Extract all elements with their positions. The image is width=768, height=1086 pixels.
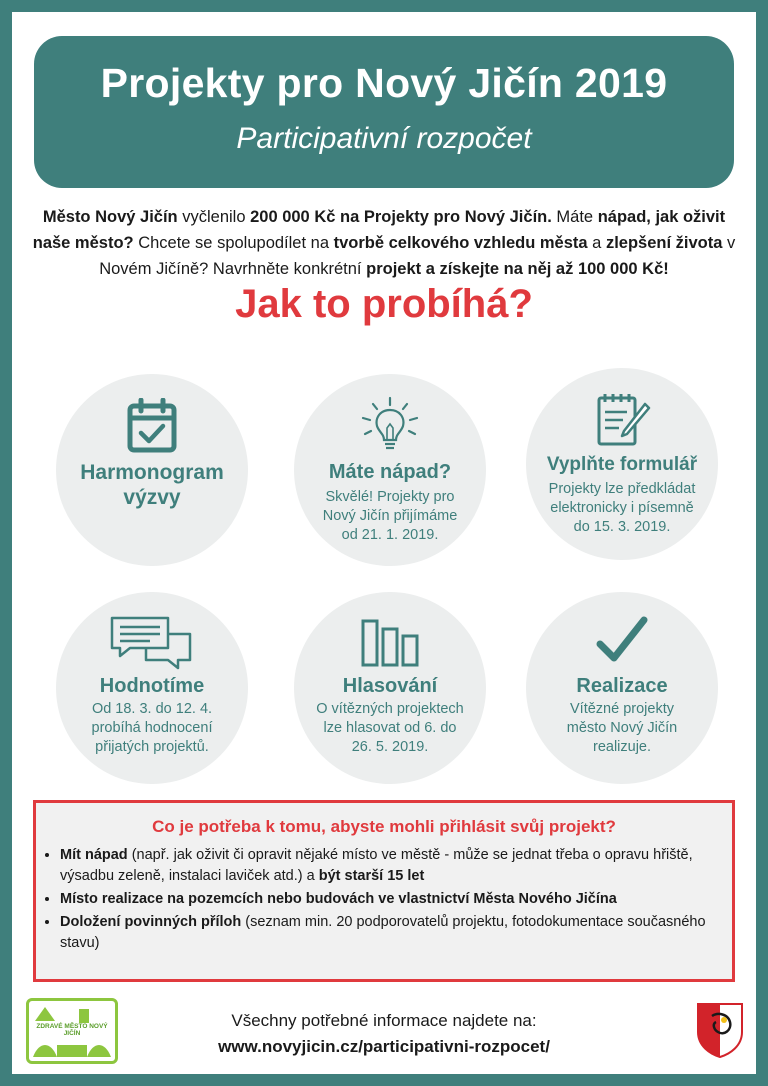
checkmark-icon [526,616,718,669]
step-title: Máte nápad? [328,461,452,483]
coat-of-arms-logo [696,1002,744,1058]
step-description: Projekty lze předkládat elektronicky i písemně do 15. 3. 2019. [548,481,696,535]
intro-part: a [587,234,606,252]
intro-paragraph [32,204,736,282]
requirements-title: Co je potřeba k tomu, abyste mohli přihlásit svůj projekt? [152,817,616,836]
intro-part: nápad, jak oživit naše město? [32,208,726,252]
intro-part: v Novém Jičíně? Navrhněte konkrétní [99,234,736,278]
intro-part: zlepšení života [605,234,723,252]
req-part: Doložení povinných příloh [60,914,242,930]
intro-part: tvorbě celkového vzhledu města [333,234,588,252]
poster [12,12,756,1074]
calendar-icon [56,398,248,459]
intro-part: Chcete se spolupodílet na [133,234,334,252]
page-title: Projekty pro Nový Jičín 2019 [100,60,668,106]
intro-part: projekt a získejte na něj až 100 000 Kč! [366,260,669,278]
list-item [60,889,740,910]
requirements-list [42,845,740,956]
form-icon [526,390,718,453]
step-title: Hodnotíme [99,675,205,697]
header-banner [34,36,734,188]
step-form[interactable] [526,368,718,560]
req-part: (seznam min. 20 podporovatelů projektu, fotodokumentace současného stavu) [60,914,706,951]
intro-part: Máte [551,208,598,226]
step-title: Realizace [576,675,668,697]
step-evaluation[interactable] [56,592,248,784]
step-title: Vyplňte formulář [546,454,698,475]
step-description: Od 18. 3. do 12. 4. probíhá hodnocení přijatých projektů. [91,701,213,755]
list-item [60,845,740,887]
bars-icon [294,618,486,673]
step-description: Vítězné projekty město Nový Jičín realizuje. [566,701,678,755]
chat-bubbles-icon [56,614,248,675]
step-realization[interactable] [526,592,718,784]
logo-text: ZDRAVÉ MĚSTO NOVÝ JIČÍN [36,1023,108,1037]
req-part: Místo realizace na pozemcích nebo budovách ve vlastnictví Města Nového Jičína [60,891,617,907]
step-description: Skvělé! Projekty pro Nový Jičín přijímáme od 21. 1. 2019. [322,489,458,543]
step-title: Harmonogram výzvy [80,461,224,509]
step-idea[interactable] [294,374,486,566]
requirements-box [33,800,735,982]
req-part: Mít nápad [60,847,128,863]
req-part: být starší 15 let [318,868,425,884]
footer-info: Všechny potřebné informace najdete na: [231,1011,537,1030]
intro-part: Město Nový Jičín [42,208,178,226]
step-harmonogram[interactable] [56,374,248,566]
footer-link[interactable]: www.novyjicin.cz/participativni-rozpocet/ [218,1037,550,1056]
list-item [60,912,740,954]
section-title: Jak to probíhá? [235,282,533,326]
intro-part: vyčlenilo [177,208,251,226]
req-part: (např. jak oživit či opravit nějaké místo ve městě - může se jednat třeba o opravu hřiště, výsadbu zeleně, instalaci laviček atd.) a [60,847,693,884]
step-title: Hlasování [342,675,438,697]
footer [12,1008,756,1060]
step-voting[interactable] [294,592,486,784]
lightbulb-icon [294,396,486,461]
intro-part: 200 000 Kč na Projekty pro Nový Jičín. [250,208,552,226]
step-description: O vítězných projektech lze hlasovat od 6. do 26. 5. 2019. [316,701,464,755]
page-subtitle: Participativní rozpočet [236,122,532,155]
